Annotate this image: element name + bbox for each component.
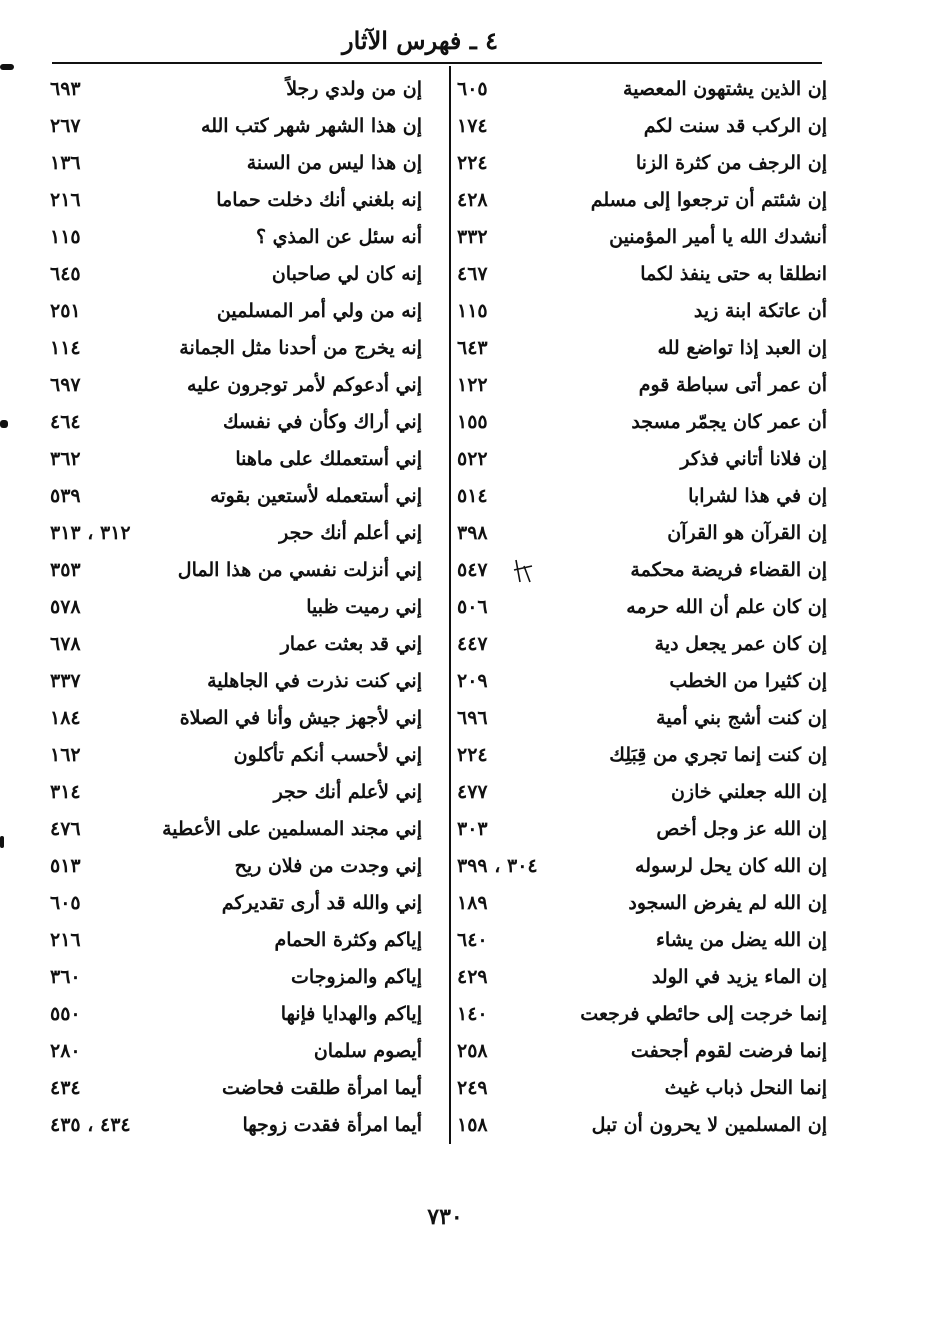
entry-page-number: ٦٩٦ — [457, 707, 488, 729]
index-entry — [50, 1110, 430, 1147]
index-entry — [50, 74, 430, 111]
entry-page-number: ١١٥ — [50, 226, 81, 248]
page-title: ٤ ـ فهرس الآثار — [342, 26, 498, 55]
entry-text: إن الله يضل من يشاء — [656, 929, 827, 951]
entry-page-number: ٢٨٠ — [50, 1040, 81, 1062]
entry-text: إني أستعملك على ماهنا — [235, 448, 422, 470]
entry-text: إني مجند المسلمين على الأعطية — [162, 818, 422, 840]
entry-text: إنه بلغني أنك دخلت حماما — [216, 189, 422, 211]
entry-page-number: ٣٠٣ — [457, 818, 488, 840]
index-entry — [445, 962, 825, 999]
index-entry — [445, 481, 825, 518]
entry-page-number: ١٧٤ — [457, 115, 488, 137]
index-entry — [50, 666, 430, 703]
entry-text: أنه سئل عن المذي ؟ — [255, 226, 422, 248]
index-entry — [50, 925, 430, 962]
entry-text: أيصوم سلمان — [313, 1040, 422, 1062]
index-entry — [50, 999, 430, 1036]
entry-text: إن هذا ليس من السنة — [246, 152, 422, 174]
entry-page-number: ٦٩٣ — [50, 78, 81, 100]
index-entry — [50, 777, 430, 814]
entry-page-number: ٥٤٧ — [457, 559, 488, 581]
entry-page-number: ٤٢٩ — [457, 966, 488, 988]
entry-page-number: ٥٣٩ — [50, 485, 81, 507]
entry-text: إياكم والهدايا فإنها — [280, 1003, 422, 1025]
entry-text: إنه من ولي أمر المسلمين — [216, 300, 422, 322]
entry-text: إني لأجهز جيش وأنا في الصلاة — [179, 707, 422, 729]
entry-text: إنه يخرج من أحدنا مثل الجمانة — [179, 337, 422, 359]
entry-page-number: ١١٥ — [457, 300, 488, 322]
margin-mark-top — [0, 64, 14, 70]
index-entry — [445, 185, 825, 222]
index-entry — [445, 148, 825, 185]
index-entry — [445, 592, 825, 629]
entry-page-number: ٦٤٠ — [457, 929, 488, 951]
entry-text: إياكم والمزوجات — [291, 966, 422, 988]
entry-text: إنه كان لي صاحبان — [271, 263, 422, 285]
index-entry — [445, 333, 825, 370]
entry-text: إني أدعوكم لأمر توجرون عليه — [187, 374, 422, 396]
entry-text: أيما امرأة فقدت زوجها — [242, 1114, 422, 1136]
index-entry — [445, 555, 825, 592]
entry-text: إني والله قد أرى تقديركم — [221, 892, 422, 914]
entry-page-number: ١٣٦ — [50, 152, 81, 174]
index-entry — [50, 962, 430, 999]
index-entry — [445, 629, 825, 666]
index-entry — [50, 740, 430, 777]
index-entry — [50, 333, 430, 370]
index-entry — [50, 370, 430, 407]
index-entry — [50, 296, 430, 333]
entry-text: إن الله كان يحل لرسوله — [635, 855, 827, 877]
entry-text: إن فلانا أتاني فذكر — [680, 448, 827, 470]
entry-text: إن العبد إذا تواضع لله — [657, 337, 827, 359]
index-entry — [445, 740, 825, 777]
index-entry — [445, 518, 825, 555]
entry-page-number: ٦٠٥ — [457, 78, 488, 100]
index-entry — [50, 481, 430, 518]
entry-text: إن من ولدي رجلاً — [286, 78, 422, 100]
margin-mark-lower — [0, 836, 4, 848]
entry-page-number: ٦٠٥ — [50, 892, 81, 914]
entry-page-number: ١٥٨ — [457, 1114, 488, 1136]
entry-text: إن المسلمين لا يحرون أن تبل — [591, 1114, 827, 1136]
index-entry — [50, 703, 430, 740]
margin-mark-middle — [0, 420, 8, 428]
entry-text: أن عمر أتى سباطة قوم — [638, 374, 827, 396]
page-number: ٧٣٠ — [427, 1204, 463, 1230]
entry-page-number: ٥١٣ — [50, 855, 81, 877]
index-entry — [50, 592, 430, 629]
entry-page-number: ٣٣٧ — [50, 670, 81, 692]
entry-page-number: ٥٠٦ — [457, 596, 488, 618]
index-entry — [50, 814, 430, 851]
entry-text: إن القرآن هو القرآن — [667, 522, 827, 544]
entry-page-number: ٦٤٣ — [457, 337, 488, 359]
entry-page-number: ٢٢٤ — [457, 744, 488, 766]
index-entry — [445, 370, 825, 407]
entry-text: إن الله جعلني خازن — [670, 781, 827, 803]
entry-page-number: ١٤٠ — [457, 1003, 488, 1025]
entry-page-number: ٣٦٢ — [50, 448, 81, 470]
entry-text: إني وجدت من فلان ريح — [234, 855, 422, 877]
entry-page-number: ٦٤٥ — [50, 263, 81, 285]
entry-page-number: ٢٢٤ — [457, 152, 488, 174]
entry-page-number: ٢٤٩ — [457, 1077, 488, 1099]
index-entry — [50, 111, 430, 148]
index-entry — [445, 222, 825, 259]
entry-page-number: ٤٢٨ — [457, 189, 488, 211]
entry-text: أن عمر كان يجمّر مسجد — [631, 411, 827, 433]
entry-page-number: ٤٦٧ — [457, 263, 488, 285]
index-entry — [50, 851, 430, 888]
entry-text: إني قد بعثت عمار — [280, 633, 422, 655]
index-entry — [445, 1073, 825, 1110]
index-entry — [445, 111, 825, 148]
index-entry — [445, 1036, 825, 1073]
entry-page-number: ٣٠٤ ، ٣٩٩ — [457, 855, 538, 877]
entry-page-number: ٥٧٨ — [50, 596, 81, 618]
index-entry — [50, 222, 430, 259]
entry-text: إن الله عز وجل أخص — [656, 818, 827, 840]
entry-page-number: ٢٦٧ — [50, 115, 81, 137]
entry-page-number: ١١٤ — [50, 337, 81, 359]
entry-text: إن الماء يزيد في الولد — [651, 966, 827, 988]
entry-text: إن كثيرا من الخطب — [669, 670, 827, 692]
entry-text: أن عاتكة ابنة زيد — [693, 300, 827, 322]
index-entry — [445, 407, 825, 444]
index-entry — [445, 703, 825, 740]
index-entry — [50, 518, 430, 555]
entry-page-number: ٢١٦ — [50, 189, 81, 211]
entry-page-number: ١٨٩ — [457, 892, 488, 914]
index-entry — [445, 444, 825, 481]
entry-text: إياكم وكثرة الحمام — [274, 929, 422, 951]
index-entry — [445, 666, 825, 703]
entry-text: إن كنت أشج بني أمية — [656, 707, 827, 729]
entry-page-number: ٣٥٣ — [50, 559, 81, 581]
entry-page-number: ٣١٤ — [50, 781, 81, 803]
entry-page-number: ٤٣٤ ، ٤٣٥ — [50, 1114, 131, 1136]
right-column — [445, 74, 825, 1147]
entry-page-number: ٥١٤ — [457, 485, 488, 507]
entry-text: إن كنت إنما تجري من قِبَلِك — [609, 744, 827, 766]
entry-text: إن الذين يشتهون المعصية — [623, 78, 827, 100]
index-entry — [445, 259, 825, 296]
entry-page-number: ٣٦٠ — [50, 966, 81, 988]
entry-text: انطلقا به حتى ينفذ لكما — [640, 263, 827, 285]
entry-text: إني كنت نذرت في الجاهلية — [207, 670, 422, 692]
header-rule — [52, 62, 822, 64]
entry-text: إني أستعمله لأستعين بقوته — [210, 485, 422, 507]
entry-page-number: ٤٦٤ — [50, 411, 81, 433]
entry-text: إني لأعلم أنك حجر — [273, 781, 422, 803]
entry-text: إنما خرجت إلى حائطي فرجعت — [580, 1003, 827, 1025]
entry-text: إن الركب قد سنت لكم — [643, 115, 827, 137]
entry-text: إنما فرضت لقوم أجحفت — [630, 1040, 827, 1062]
entry-page-number: ٤٣٤ — [50, 1077, 81, 1099]
index-entry — [50, 259, 430, 296]
index-entry — [445, 999, 825, 1036]
entry-page-number: ٢١٦ — [50, 929, 81, 951]
entry-text: إن شئتم أن ترجعوا إلى مسلم — [590, 189, 827, 211]
entry-page-number: ١٢٢ — [457, 374, 488, 396]
entry-text: إني رميت ظبيا — [306, 596, 422, 618]
index-entry — [50, 1036, 430, 1073]
entry-text: إن كان علم أن الله حرمه — [626, 596, 827, 618]
entry-page-number: ٣٩٨ — [457, 522, 488, 544]
entry-page-number: ١٨٤ — [50, 707, 81, 729]
index-entry — [445, 1110, 825, 1147]
index-entry — [445, 74, 825, 111]
entry-page-number: ٤٤٧ — [457, 633, 488, 655]
entry-page-number: ١٦٢ — [50, 744, 81, 766]
entry-page-number: ٤٧٧ — [457, 781, 488, 803]
entry-text: إني أنزلت نفسي من هذا المال — [177, 559, 422, 581]
index-entry — [445, 851, 825, 888]
index-entry — [50, 148, 430, 185]
entry-text: أيما امرأة طلقت فحاضت — [222, 1077, 422, 1099]
entry-page-number: ٥٢٢ — [457, 448, 488, 470]
index-entry — [445, 888, 825, 925]
index-entry — [50, 407, 430, 444]
entry-page-number: ٦٧٨ — [50, 633, 81, 655]
index-entry — [50, 1073, 430, 1110]
entry-text: إن كان عمر يجعل دية — [654, 633, 827, 655]
entry-text: إني أعلم أنك حجر — [279, 522, 422, 544]
entry-text: إن في هذا لشرابا — [688, 485, 827, 507]
entry-page-number: ٢٥١ — [50, 300, 81, 322]
index-entry — [50, 629, 430, 666]
entry-page-number: ٢٥٨ — [457, 1040, 488, 1062]
entry-page-number: ٢٠٩ — [457, 670, 488, 692]
index-entry — [50, 555, 430, 592]
entry-text: إنما النحل ذباب غيث — [664, 1077, 827, 1099]
index-entry — [50, 185, 430, 222]
index-entry — [445, 814, 825, 851]
index-entry — [445, 777, 825, 814]
entry-page-number: ٣١٢ ، ٣١٣ — [50, 522, 131, 544]
left-column — [50, 74, 430, 1147]
entry-page-number: ٥٥٠ — [50, 1003, 81, 1025]
entry-text: إني أراك وكأن في نفسك — [223, 411, 422, 433]
index-entry — [50, 444, 430, 481]
entry-page-number: ٦٩٧ — [50, 374, 81, 396]
entry-text: إن هذا الشهر شهر كتب الله — [201, 115, 422, 137]
index-entry — [445, 925, 825, 962]
entry-page-number: ٤٧٦ — [50, 818, 81, 840]
entry-text: إن القضاء فريضة محكمة — [630, 559, 827, 581]
entry-text: إن الرجف من كثرة الزنا — [635, 152, 827, 174]
index-entry — [445, 296, 825, 333]
entry-text: أنشدك الله يا أمير المؤمنين — [609, 226, 827, 248]
index-entry — [50, 888, 430, 925]
entry-text: إني لأحسب أنكم تأكلون — [233, 744, 422, 766]
entry-text: إن الله لم يفرض السجود — [628, 892, 827, 914]
entry-page-number: ١٥٥ — [457, 411, 488, 433]
handwritten-mark — [510, 556, 536, 586]
entry-page-number: ٣٣٢ — [457, 226, 488, 248]
